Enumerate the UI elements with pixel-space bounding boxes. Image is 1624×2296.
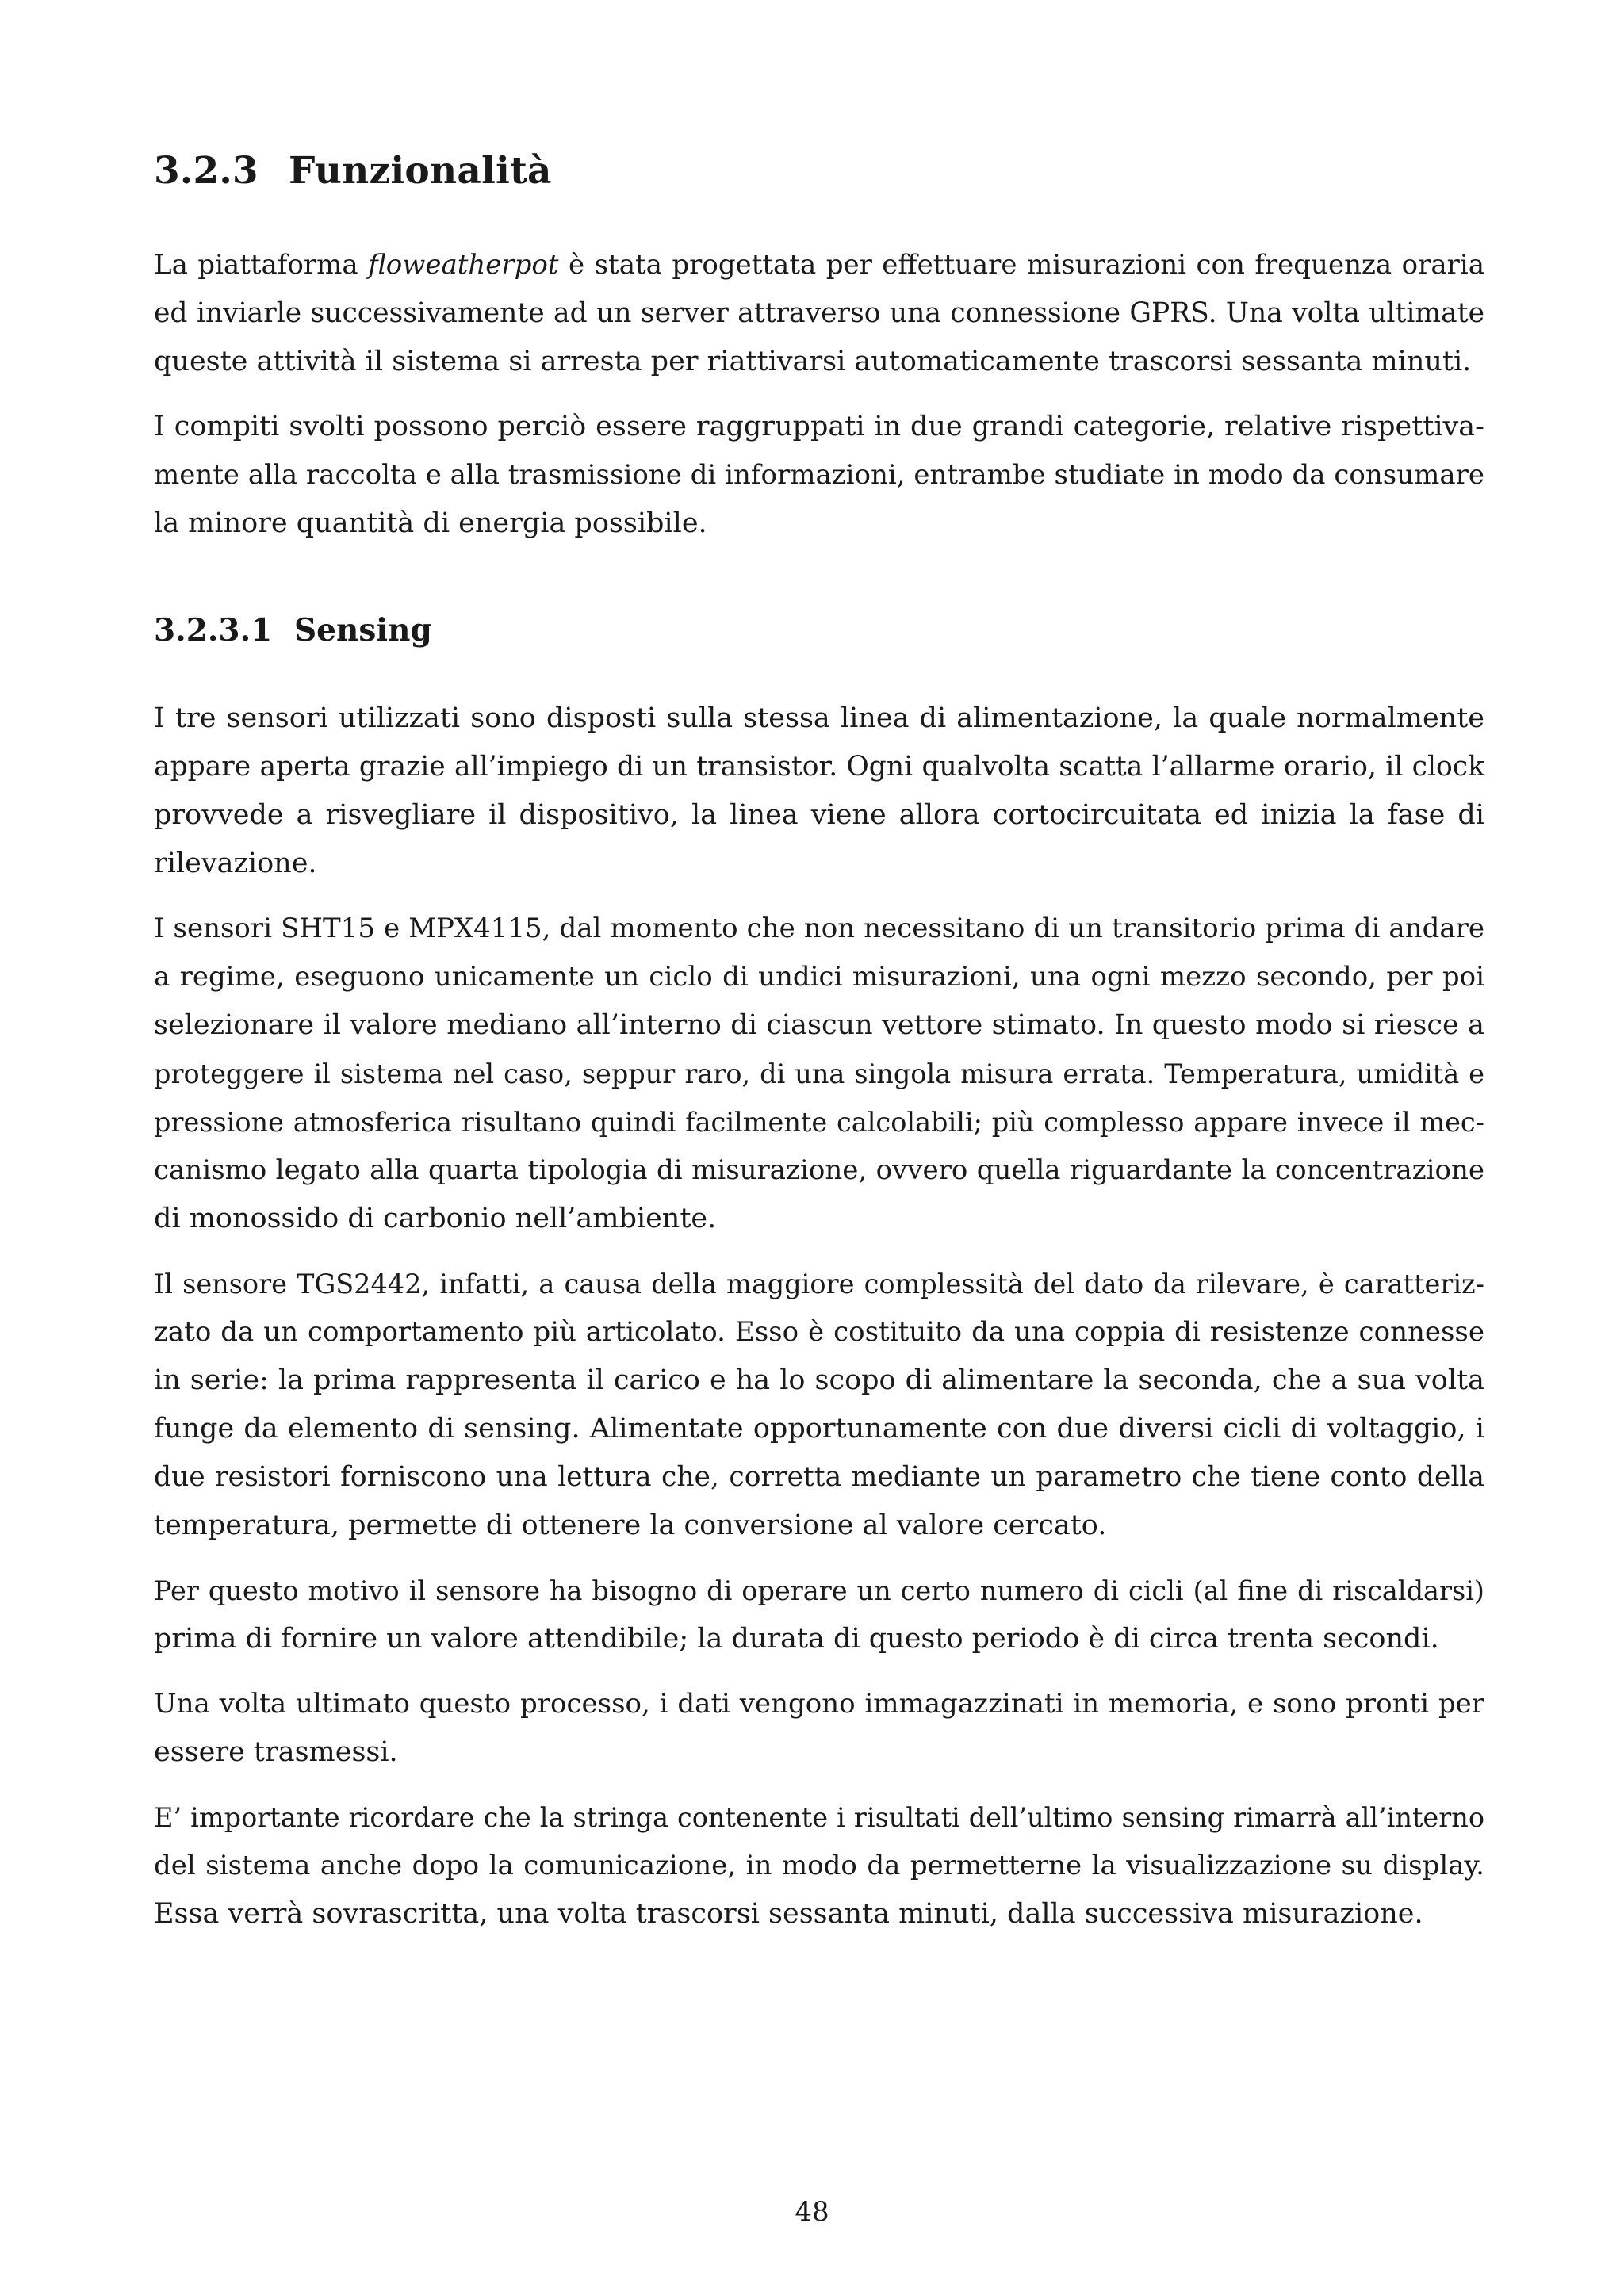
section-number: 3.2.3 — [154, 149, 259, 193]
paragraph-line: proteggere il sistema nel caso, seppur raro, di una singola misura errata. Temperatura, umidità e — [154, 1058, 1484, 1089]
subsection-title: Sensing — [294, 612, 432, 649]
paragraph-line: pressione atmosferica risultano quindi facilmente calcolabili; più complesso appare invece il mec- — [154, 1107, 1484, 1138]
section-title: Funzionalità — [289, 149, 552, 193]
paragraph-line: I tre sensori utilizzati sono disposti sulla stessa linea di alimentazione, la quale normalmente — [154, 702, 1484, 734]
paragraph-line: canismo legato alla quarta tipologia di misurazione, ovvero quella riguardante la concentrazione — [154, 1154, 1484, 1186]
sensing-paragraph-2 — [154, 905, 1484, 1243]
paragraph-line: prima di fornire un valore attendibile; la durata di questo periodo è di circa trenta secondi. — [154, 1623, 1439, 1655]
paragraph-line: E’ importante ricordare che la stringa contenente i risultati dell’ultimo sensing rimarrà all’interno — [154, 1802, 1484, 1833]
sensing-paragraph-4 — [154, 1567, 1484, 1663]
paragraph-line: Il sensore TGS2442, infatti, a causa della maggiore complessità del dato da rilevare, è caratteriz- — [154, 1269, 1484, 1299]
paragraph-line: appare aperta grazie all’impiego di un transistor. Ogni qualvolta scatta l’allarme orario, il clock — [154, 751, 1484, 783]
paragraph-line: La piattaforma floweatherpot è stata progettata per effettuare misurazioni con frequenza oraria — [154, 249, 1484, 281]
paragraph-line: queste attività il sistema si arresta per riattivarsi automaticamente trascorsi sessanta minuti. — [154, 346, 1472, 377]
intro-paragraph-2 — [154, 403, 1484, 548]
paragraph-line: funge da elemento di sensing. Alimentate opportunamente con due diversi cicli di voltaggio, i — [154, 1413, 1484, 1445]
paragraph-line: rilevazione. — [154, 848, 317, 879]
intro-paragraph-1 — [154, 241, 1484, 386]
paragraph-line: ed inviarle successivamente ad un server attraverso una connessione GPRS. Una volta ultimate — [154, 297, 1484, 329]
paragraph-line: Per questo motivo il sensore ha bisogno di operare un certo numero di cicli (al fine di riscaldarsi) — [154, 1575, 1484, 1606]
paragraph-line: di monossido di carbonio nell’ambiente. — [154, 1203, 717, 1234]
paragraph-line: selezionare il valore mediano all’interno di ciascun vettore stimato. In questo modo si riesce a — [154, 1009, 1484, 1041]
paragraph-line: in serie: la prima rappresenta il carico e ha lo scopo di alimentare la seconda, che a sua volta — [154, 1364, 1484, 1396]
sensing-paragraph-6 — [154, 1793, 1484, 1938]
paragraph-line: I compiti svolti possono perciò essere raggruppati in due grandi categorie, relative rispettiva- — [154, 411, 1484, 442]
paragraph-line: essere trasmessi. — [154, 1736, 398, 1768]
sensing-paragraph-5 — [154, 1680, 1484, 1777]
paragraph-line: I sensori SHT15 e MPX4115, dal momento che non necessitano di un transitorio prima di andare — [154, 913, 1484, 944]
sensing-paragraph-3 — [154, 1260, 1484, 1550]
paragraph-line: provvede a risvegliare il dispositivo, la linea viene allora cortocircuitata ed inizia la fase di — [154, 799, 1484, 831]
sensing-paragraph-1 — [154, 695, 1484, 888]
section-heading — [154, 149, 552, 193]
paragraph-line: del sistema anche dopo la comunicazione, in modo da permetterne la visualizzazione su display. — [154, 1850, 1484, 1881]
subsection-heading — [154, 612, 432, 649]
paragraph-line: a regime, eseguono unicamente un ciclo di undici misurazioni, una ogni mezzo secondo, per poi — [154, 961, 1484, 993]
paragraph-line: due resistori forniscono una lettura che, corretta mediante un parametro che tiene conto della — [154, 1461, 1484, 1493]
paragraph-line: la minore quantità di energia possibile. — [154, 507, 707, 539]
paragraph-line: Una volta ultimato questo processo, i dati vengono immagazzinati in memoria, e sono pronti per — [154, 1688, 1484, 1720]
platform-name: floweatherpot — [368, 249, 559, 281]
page-number: 48 — [795, 2196, 829, 2228]
paragraph-line: mente alla raccolta e alla trasmissione di informazioni, entrambe studiate in modo da consumare — [154, 459, 1484, 491]
subsection-number: 3.2.3.1 — [154, 612, 273, 649]
paragraph-line: zato da un comportamento più articolato. Esso è costituito da una coppia di resistenze connesse — [154, 1316, 1484, 1348]
paragraph-line: temperatura, permette di ottenere la conversione al valore cercato. — [154, 1510, 1107, 1541]
paragraph-line: Essa verrà sovrascritta, una volta trascorsi sessanta minuti, dalla successiva misurazione. — [154, 1898, 1423, 1930]
